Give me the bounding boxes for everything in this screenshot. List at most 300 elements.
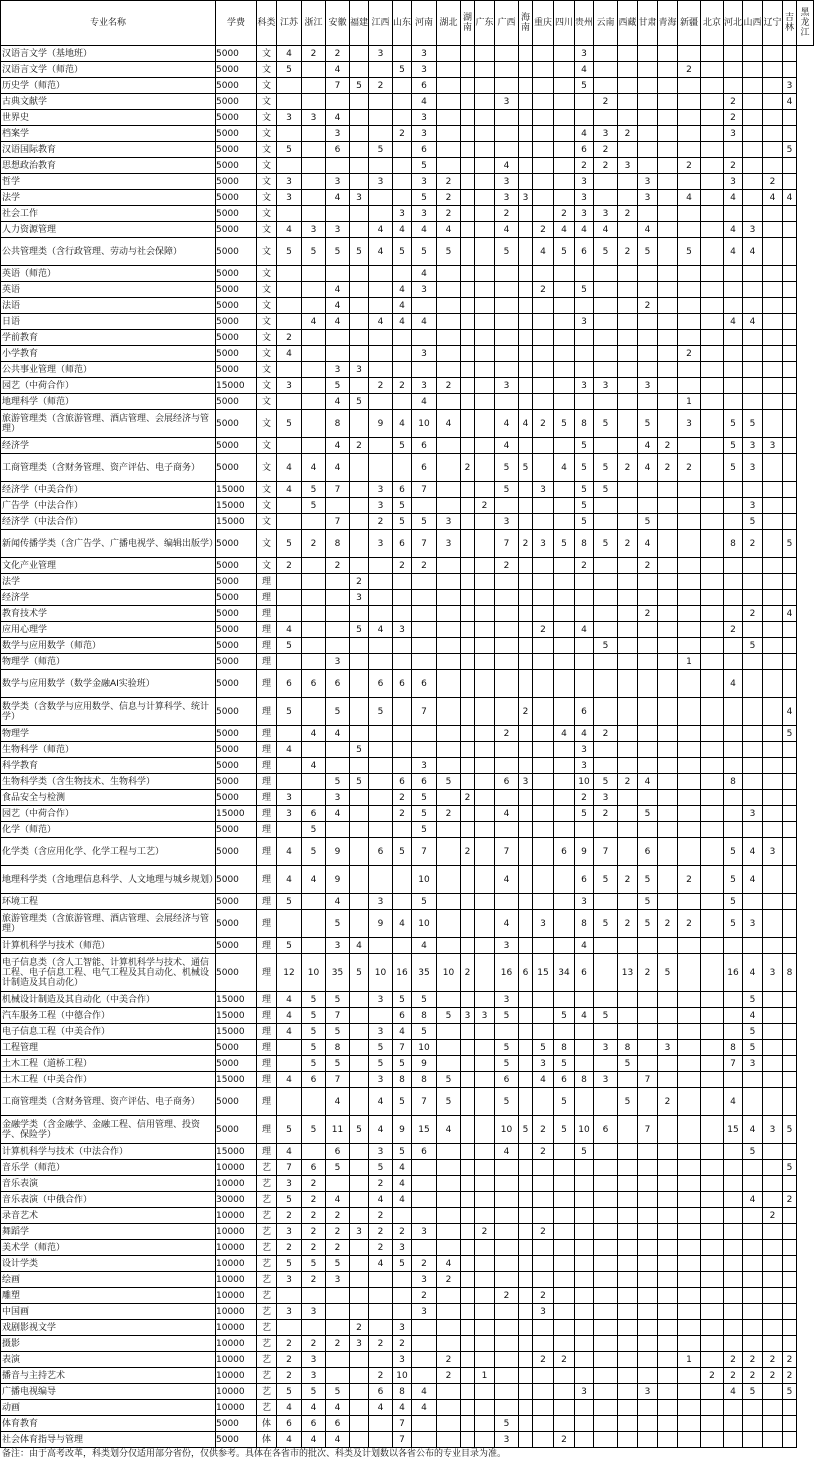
quota-cell [437,1400,461,1416]
quota-cell: 4 [369,622,393,638]
tuition-cell: 15000 [216,1008,257,1024]
quota-cell: 5 [369,1056,393,1072]
quota-cell [618,1192,638,1208]
quota-cell [437,1320,461,1336]
quota-cell [701,1116,724,1144]
quota-cell: 4 [638,438,658,454]
quota-cell [763,330,783,346]
major-name-cell: 绘画 [1,1272,216,1288]
quota-cell [533,158,554,174]
quota-cell [618,742,638,758]
quota-cell [763,622,783,638]
quota-cell [638,742,658,758]
quota-cell [701,1056,724,1072]
quota-cell [783,1288,797,1304]
header-province: 广东 [475,1,495,46]
quota-cell [743,1224,763,1240]
quota-cell [618,894,638,910]
quota-cell [554,46,575,62]
quota-cell [519,1088,533,1116]
quota-cell [594,1336,618,1352]
table-row [1,590,814,606]
quota-cell: 6 [575,142,594,158]
quota-cell [475,110,495,126]
category-cell: 理 [257,1024,277,1040]
quota-cell [437,590,461,606]
quota-cell [783,1320,797,1336]
quota-cell: 4 [743,1008,763,1024]
quota-cell: 5 [618,1088,638,1116]
quota-cell: 2 [724,158,743,174]
quota-cell [302,94,326,110]
quota-cell [638,158,658,174]
quota-cell [369,574,393,590]
quota-cell: 5 [412,1024,437,1040]
quota-cell: 3 [638,174,658,190]
quota-cell: 2 [554,1352,575,1368]
quota-cell [533,1336,554,1352]
quota-cell [326,758,350,774]
quota-cell: 2 [658,1088,678,1116]
quota-cell [495,266,519,282]
quota-cell [658,774,678,790]
quota-cell [594,558,618,574]
quota-cell [783,1240,797,1256]
quota-cell [412,726,437,742]
quota-cell: 6 [326,1416,350,1432]
quota-cell [519,222,533,238]
quota-cell: 4 [369,1088,393,1116]
quota-cell [678,498,701,514]
quota-cell: 4 [326,394,350,410]
quota-cell: 4 [412,94,437,110]
quota-cell [412,298,437,314]
quota-cell [475,1208,495,1224]
quota-cell [701,574,724,590]
quota-cell [369,806,393,822]
tuition-cell: 5000 [216,1088,257,1116]
quota-cell [302,910,326,938]
quota-cell [701,1160,724,1176]
quota-cell [461,94,475,110]
quota-cell [701,866,724,894]
quota-cell [412,590,437,606]
quota-cell [533,698,554,726]
quota-cell [302,394,326,410]
quota-cell [350,530,369,558]
table-row [1,298,814,314]
quota-cell: 6 [326,142,350,158]
quota-cell [594,1320,618,1336]
quota-cell [437,558,461,574]
quota-cell: 4 [277,1024,302,1040]
quota-cell [475,378,495,394]
quota-cell [461,1144,475,1160]
category-cell: 文 [257,482,277,498]
quota-cell: 3 [495,174,519,190]
quota-cell [701,806,724,822]
quota-cell: 12 [277,954,302,992]
quota-cell [678,698,701,726]
quota-cell [519,282,533,298]
quota-cell: 5 [575,482,594,498]
major-name-cell: 舞蹈学 [1,1224,216,1240]
quota-cell [743,482,763,498]
major-name-cell: 体育教育 [1,1416,216,1432]
quota-cell [437,362,461,378]
quota-cell: 5 [554,1008,575,1024]
quota-cell [594,394,618,410]
table-row [1,1416,814,1432]
quota-cell [437,670,461,698]
quota-cell [461,482,475,498]
quota-cell [350,1416,369,1432]
table-row [1,726,814,742]
quota-cell [763,62,783,78]
quota-cell [783,498,797,514]
quota-cell: 5 [495,482,519,498]
quota-cell [350,1024,369,1040]
quota-cell: 6 [369,1384,393,1400]
quota-cell: 3 [594,1040,618,1056]
quota-cell: 7 [638,1116,658,1144]
quota-cell: 5 [743,1144,763,1160]
header-province: 青海 [658,1,678,46]
quota-cell [461,1352,475,1368]
tuition-cell: 5000 [216,774,257,790]
quota-cell: 3 [495,992,519,1008]
quota-cell [658,1368,678,1384]
quota-cell [658,314,678,330]
quota-cell: 5 [412,894,437,910]
quota-cell [638,206,658,222]
quota-cell: 2 [554,206,575,222]
quota-cell [475,158,495,174]
quota-cell [475,670,495,698]
quota-cell: 4 [724,222,743,238]
quota-cell: 5 [302,498,326,514]
quota-cell [495,698,519,726]
quota-cell [350,1352,369,1368]
quota-cell [783,1336,797,1352]
quota-cell [533,346,554,362]
quota-cell [678,774,701,790]
quota-cell [701,378,724,394]
quota-cell: 6 [594,1116,618,1144]
quota-cell [678,790,701,806]
quota-cell [763,378,783,394]
quota-cell [437,574,461,590]
quota-cell [618,1384,638,1400]
quota-cell: 3 [743,1056,763,1072]
quota-cell [412,622,437,638]
quota-cell: 4 [743,1116,763,1144]
quota-cell [724,822,743,838]
quota-cell: 10 [412,910,437,938]
quota-cell [618,78,638,94]
quota-cell: 5 [277,938,302,954]
table-row [1,758,814,774]
table-row [1,558,814,574]
quota-cell [326,622,350,638]
quota-cell [519,992,533,1008]
major-name-cell: 社会体育指导与管理 [1,1432,216,1448]
tuition-cell: 5000 [216,726,257,742]
table-row [1,330,814,346]
quota-cell [393,894,412,910]
quota-cell [618,670,638,698]
quota-cell [369,1320,393,1336]
major-name-cell: 摄影 [1,1336,216,1352]
major-name-cell: 电子信息工程（中美合作） [1,1024,216,1040]
quota-cell: 3 [412,174,437,190]
tuition-cell: 5000 [216,742,257,758]
quota-cell [533,298,554,314]
quota-cell [594,78,618,94]
quota-cell [678,954,701,992]
quota-cell [519,1176,533,1192]
quota-cell [678,94,701,110]
quota-cell [618,482,638,498]
quota-cell: 5 [437,1008,461,1024]
quota-cell [519,654,533,670]
quota-cell [638,394,658,410]
quota-cell [658,1256,678,1272]
quota-cell [594,1352,618,1368]
quota-cell [350,758,369,774]
table-row [1,622,814,638]
quota-cell [724,394,743,410]
quota-cell [724,1192,743,1208]
quota-cell [763,1288,783,1304]
category-cell: 理 [257,1008,277,1024]
quota-cell [369,110,393,126]
quota-cell: 4 [302,726,326,742]
quota-cell [302,622,326,638]
quota-cell [302,62,326,78]
category-cell: 艺 [257,1272,277,1288]
quota-cell [783,742,797,758]
quota-cell [533,1400,554,1416]
quota-cell [678,1008,701,1024]
quota-cell [638,330,658,346]
quota-cell: 3 [393,1320,412,1336]
tuition-cell: 15000 [216,498,257,514]
quota-cell [783,910,797,938]
quota-cell [678,110,701,126]
quota-cell [461,894,475,910]
quota-cell [437,142,461,158]
tuition-cell: 5000 [216,206,257,222]
quota-cell [575,574,594,590]
quota-cell: 6 [412,454,437,482]
major-name-cell: 土木工程（中美合作） [1,1072,216,1088]
quota-cell: 5 [369,142,393,158]
quota-cell: 5 [724,910,743,938]
category-cell: 艺 [257,1400,277,1416]
quota-cell [658,362,678,378]
quota-cell [658,726,678,742]
quota-cell [350,822,369,838]
header-province: 海南 [519,1,533,46]
quota-cell [475,654,495,670]
quota-cell [638,46,658,62]
quota-cell: 3 [594,206,618,222]
quota-cell: 3 [412,378,437,394]
major-name-cell: 美术学（师范） [1,1240,216,1256]
quota-cell [618,1336,638,1352]
quota-cell: 4 [638,774,658,790]
quota-cell: 2 [412,1256,437,1272]
quota-cell: 5 [302,1256,326,1272]
quota-cell: 5 [594,238,618,266]
tuition-cell: 5000 [216,46,257,62]
quota-cell [277,1288,302,1304]
quota-cell: 5 [495,1416,519,1432]
header-province: 云南 [594,1,618,46]
quota-cell [594,822,618,838]
quota-cell [658,1416,678,1432]
quota-cell [350,142,369,158]
tuition-cell: 5000 [216,758,257,774]
quota-cell [412,1320,437,1336]
quota-cell [437,1384,461,1400]
quota-cell [594,1400,618,1416]
quota-cell [554,806,575,822]
quota-cell [437,910,461,938]
tuition-cell: 10000 [216,1384,257,1400]
quota-cell [475,954,495,992]
category-cell: 文 [257,206,277,222]
table-row [1,190,814,206]
table-row [1,498,814,514]
quota-cell: 7 [724,1056,743,1072]
quota-cell [533,1192,554,1208]
quota-cell: 3 [277,110,302,126]
quota-cell: 2 [393,790,412,806]
quota-cell [461,394,475,410]
quota-cell: 6 [302,806,326,822]
quota-cell: 5 [724,410,743,438]
tuition-cell: 15000 [216,482,257,498]
quota-cell: 2 [495,558,519,574]
header-province: 江苏 [277,1,302,46]
quota-cell [495,346,519,362]
tuition-cell: 10000 [216,1400,257,1416]
quota-cell [519,558,533,574]
quota-cell [724,330,743,346]
quota-cell [475,622,495,638]
quota-cell: 2 [783,1368,797,1384]
quota-cell: 3 [743,222,763,238]
quota-cell [554,190,575,206]
category-cell: 理 [257,758,277,774]
quota-cell: 4 [554,454,575,482]
quota-cell [519,574,533,590]
quota-cell [437,1304,461,1320]
quota-cell: 10 [495,1116,519,1144]
quota-cell [475,1240,495,1256]
quota-cell [554,638,575,654]
quota-cell [783,1176,797,1192]
quota-cell [554,774,575,790]
quota-cell [783,126,797,142]
quota-cell [461,910,475,938]
quota-cell [763,806,783,822]
quota-cell [519,126,533,142]
quota-cell [638,126,658,142]
quota-cell: 2 [638,558,658,574]
quota-cell [475,78,495,94]
quota-cell [658,822,678,838]
quota-cell: 35 [412,954,437,992]
quota-cell: 6 [277,670,302,698]
quota-cell [658,266,678,282]
quota-cell: 7 [594,838,618,866]
quota-cell [393,110,412,126]
quota-cell [369,1352,393,1368]
quota-cell [783,158,797,174]
quota-cell: 2 [519,698,533,726]
quota-cell [461,238,475,266]
quota-cell [412,574,437,590]
major-name-cell: 音乐表演（中俄合作） [1,1192,216,1208]
quota-cell [678,1416,701,1432]
quota-cell [533,1176,554,1192]
quota-cell [658,330,678,346]
table-row [1,574,814,590]
quota-cell [618,1024,638,1040]
quota-cell [437,330,461,346]
quota-cell [412,1432,437,1448]
major-name-cell: 生物科学（师范） [1,742,216,758]
category-cell: 艺 [257,1320,277,1336]
quota-cell [533,822,554,838]
quota-cell [461,654,475,670]
quota-cell [743,1208,763,1224]
quota-cell [638,94,658,110]
quota-cell: 2 [658,910,678,938]
table-row [1,1024,814,1040]
quota-cell [475,1072,495,1088]
quota-cell: 5 [495,1088,519,1116]
quota-cell [461,190,475,206]
table-row [1,62,814,78]
quota-cell [701,1352,724,1368]
quota-cell: 3 [658,1040,678,1056]
quota-cell: 3 [594,790,618,806]
quota-cell [554,670,575,698]
quota-cell [701,1320,724,1336]
quota-cell [783,330,797,346]
quota-cell [763,78,783,94]
quota-cell [554,62,575,78]
quota-cell: 6 [495,1072,519,1088]
quota-cell [302,938,326,954]
quota-cell: 2 [678,454,701,482]
quota-cell: 4 [554,222,575,238]
quota-cell: 3 [412,110,437,126]
quota-cell [701,822,724,838]
quota-cell: 5 [393,498,412,514]
quota-cell [658,174,678,190]
quota-cell [461,774,475,790]
quota-cell [618,410,638,438]
quota-cell [475,726,495,742]
quota-cell: 2 [533,410,554,438]
category-cell: 文 [257,330,277,346]
quota-cell: 5 [369,698,393,726]
